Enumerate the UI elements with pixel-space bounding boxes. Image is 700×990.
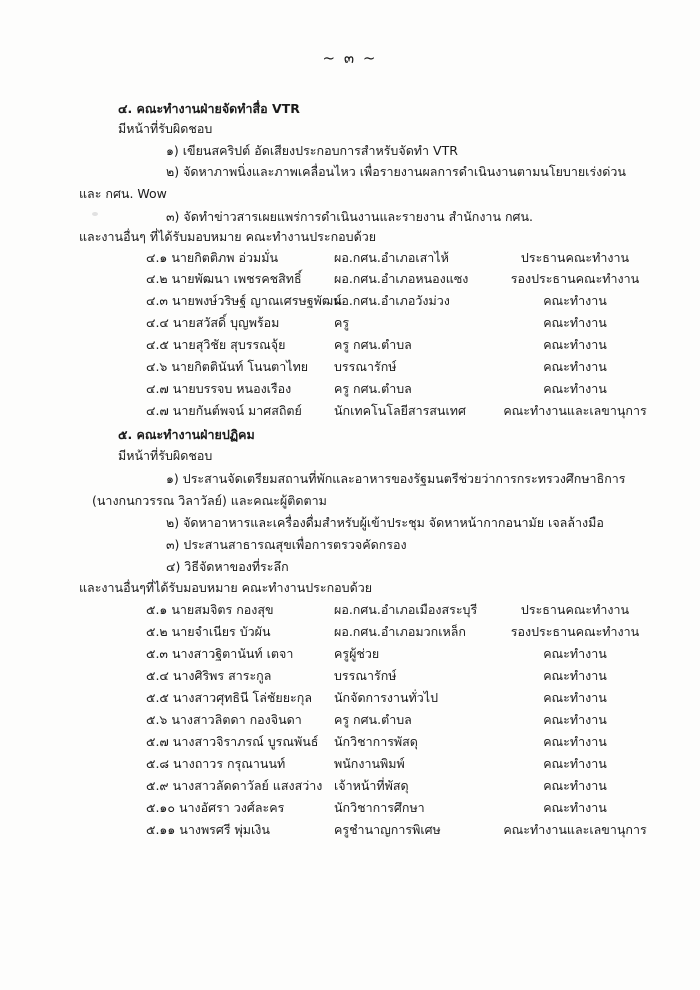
member-name: ๔.๕ นายสุวิชัย สุบรรณจุ้ย bbox=[146, 337, 286, 352]
member-name: ๔.๓ นายพงษ์วริษฐ์ ญาณเศรษฐพัฒน์ bbox=[146, 293, 342, 308]
member-row bbox=[0, 712, 700, 728]
member-role: คณะทำงาน bbox=[543, 315, 607, 330]
member-row bbox=[0, 315, 700, 331]
member-position: ผอ.กศน.อำเภอวังม่วง bbox=[334, 293, 450, 308]
member-name: ๔.๑ นายกิตติภพ อ่วมมั่น bbox=[146, 250, 279, 265]
member-role: คณะทำงาน bbox=[543, 778, 607, 793]
member-row bbox=[0, 271, 700, 287]
member-name: ๕.๕ นางสาวศุทธินี โล่ชัยยะกุล bbox=[146, 690, 312, 705]
member-role: คณะทำงาน bbox=[543, 337, 607, 352]
member-name: ๔.๖ นายกิตตินันท์ โนนตาไทย bbox=[146, 359, 309, 374]
section4-duty-2: ๒) จัดหาภาพนิ่งและภาพเคลื่อนไหว เพื่อรายงานผลการดำเนินงานตามนโยบายเร่งด่วน bbox=[166, 164, 626, 179]
section5-duty-2: ๒) จัดหาอาหารและเครื่องดื่มสำหรับผู้เข้าประชุม จัดหาหน้ากากอนามัย เจลล้างมือ bbox=[166, 515, 604, 530]
member-position: บรรณารักษ์ bbox=[334, 668, 397, 683]
member-role: คณะทำงาน bbox=[543, 381, 607, 396]
member-role: คณะทำงาน bbox=[543, 359, 607, 374]
section5-duty-4: ๔) วิธีจัดหาของที่ระลึก bbox=[166, 559, 289, 574]
section5-other-tasks: และงานอื่นๆที่ได้รับมอบหมาย คณะทำงานประกอบด้วย bbox=[79, 580, 373, 595]
section4-duty-3: ๓) จัดทำข่าวสารเผยแพร่การดำเนินงานและรายงาน สำนักงาน กศน. bbox=[166, 209, 533, 224]
member-position: ครูชำนาญการพิเศษ bbox=[334, 822, 441, 837]
member-row bbox=[0, 381, 700, 397]
member-row bbox=[0, 293, 700, 309]
member-role: รองประธานคณะทำงาน bbox=[510, 624, 640, 639]
member-role: คณะทำงาน bbox=[543, 712, 607, 727]
member-row bbox=[0, 734, 700, 750]
member-name: ๕.๑๐ นางอัศรา วงศ์ละคร bbox=[146, 800, 285, 815]
member-role: คณะทำงาน bbox=[543, 800, 607, 815]
member-row bbox=[0, 646, 700, 662]
section5-duty-1: ๑) ประสานจัดเตรียมสถานที่พักและอาหารของรัฐมนตรีช่วยว่าการกระทรวงศึกษาธิการ bbox=[166, 471, 626, 486]
member-name: ๕.๒ นายจำเนียร บัวผัน bbox=[146, 624, 271, 639]
member-name: ๕.๑๑ นางพรศรี พุ่มเงิน bbox=[146, 822, 270, 837]
section4-duty-label: มีหน้าที่รับผิดชอบ bbox=[118, 121, 213, 136]
member-role: คณะทำงานและเลขานุการ bbox=[503, 403, 647, 418]
member-row bbox=[0, 822, 700, 838]
member-row bbox=[0, 250, 700, 266]
section4-heading: ๔. คณะทำงานฝ่ายจัดทำสื่อ VTR bbox=[118, 101, 300, 116]
member-position: บรรณารักษ์ bbox=[334, 359, 397, 374]
member-row bbox=[0, 624, 700, 640]
member-role: คณะทำงาน bbox=[543, 734, 607, 749]
member-name: ๕.๙ นางสาวลัดดาวัลย์ แสงสว่าง bbox=[146, 778, 323, 793]
page-number: ~ ๓ ~ bbox=[322, 49, 378, 67]
member-role: คณะทำงาน bbox=[543, 756, 607, 771]
section5-duty-3: ๓) ประสานสาธารณสุขเพื่อการตรวจคัดกรอง bbox=[166, 537, 407, 552]
member-name: ๕.๗ นางสาวจิราภรณ์ บูรณพันธ์ bbox=[146, 734, 319, 749]
member-row bbox=[0, 778, 700, 794]
member-position: ผอ.กศน.อำเภอเสาไห้ bbox=[334, 250, 449, 265]
member-position: พนักงานพิมพ์ bbox=[334, 756, 405, 771]
section4-duty-1: ๑) เขียนสคริปต์ อัดเสียงประกอบการสำหรับจัดทำ VTR bbox=[166, 143, 458, 158]
member-position: ครู กศน.ตำบล bbox=[334, 337, 412, 352]
member-position: ผอ.กศน.อำเภอหนองแซง bbox=[334, 271, 469, 286]
member-row bbox=[0, 800, 700, 816]
section4-other-tasks: และงานอื่นๆ ที่ได้รับมอบหมาย คณะทำงานประกอบด้วย bbox=[79, 229, 377, 244]
member-role: ประธานคณะทำงาน bbox=[520, 602, 630, 617]
section5-heading: ๕. คณะทำงานฝ่ายปฏิคม bbox=[118, 427, 255, 442]
member-name: ๔.๗ นายบรรจบ หนองเรือง bbox=[146, 381, 292, 396]
member-name: ๕.๔ นางศิริพร สาระกูล bbox=[146, 668, 272, 683]
member-position: นักวิชาการศึกษา bbox=[334, 800, 425, 815]
section5-duty-1-cont: (นางกนกวรรณ วิลาวัลย์) และคณะผู้ติดตาม bbox=[92, 493, 327, 508]
member-row bbox=[0, 403, 700, 419]
member-row bbox=[0, 690, 700, 706]
member-position: ครูผู้ช่วย bbox=[334, 646, 380, 661]
member-row bbox=[0, 668, 700, 684]
member-name: ๔.๗ นายกันต์พจน์ มาศสถิตย์ bbox=[146, 403, 302, 418]
member-role: คณะทำงาน bbox=[543, 690, 607, 705]
member-role: ประธานคณะทำงาน bbox=[520, 250, 630, 265]
member-name: ๔.๔ นายสวัสดิ์ บุญพร้อม bbox=[146, 315, 280, 330]
member-position: นักจัดการงานทั่วไป bbox=[334, 690, 439, 705]
member-role: คณะทำงานและเลขานุการ bbox=[503, 822, 647, 837]
section5-duty-label: มีหน้าที่รับผิดชอบ bbox=[118, 448, 213, 463]
member-position: ผอ.กศน.อำเภอเมืองสระบุรี bbox=[334, 602, 478, 617]
member-position: นักวิชาการพัสดุ bbox=[334, 734, 418, 749]
member-name: ๕.๓ นางสาวฐิตานันท์ เตจา bbox=[146, 646, 294, 661]
member-position: ครู bbox=[334, 315, 350, 330]
member-position: ผอ.กศน.อำเภอมวกเหล็ก bbox=[334, 624, 466, 639]
member-name: ๕.๘ นางถาวร กรุณานนท์ bbox=[146, 756, 286, 771]
section4-duty-2-cont: และ กศน. Wow bbox=[79, 186, 167, 201]
member-name: ๕.๖ นางสาวลิตดา กองจินดา bbox=[146, 712, 302, 727]
member-row bbox=[0, 337, 700, 353]
member-role: คณะทำงาน bbox=[543, 646, 607, 661]
member-role: คณะทำงาน bbox=[543, 293, 607, 308]
member-name: ๕.๑ นายสมจิตร กองสุข bbox=[146, 602, 274, 617]
member-row bbox=[0, 602, 700, 618]
member-row bbox=[0, 359, 700, 375]
member-name: ๔.๒ นายพัฒนา เพชรคชสิทธิ์ bbox=[146, 271, 302, 286]
member-position: ครู กศน.ตำบล bbox=[334, 712, 412, 727]
member-role: รองประธานคณะทำงาน bbox=[510, 271, 640, 286]
scan-speck bbox=[92, 212, 98, 216]
member-position: เจ้าหน้าที่พัสดุ bbox=[334, 778, 409, 793]
member-position: ครู กศน.ตำบล bbox=[334, 381, 412, 396]
member-row bbox=[0, 756, 700, 772]
member-position: นักเทคโนโลยีสารสนเทศ bbox=[334, 403, 466, 418]
member-role: คณะทำงาน bbox=[543, 668, 607, 683]
